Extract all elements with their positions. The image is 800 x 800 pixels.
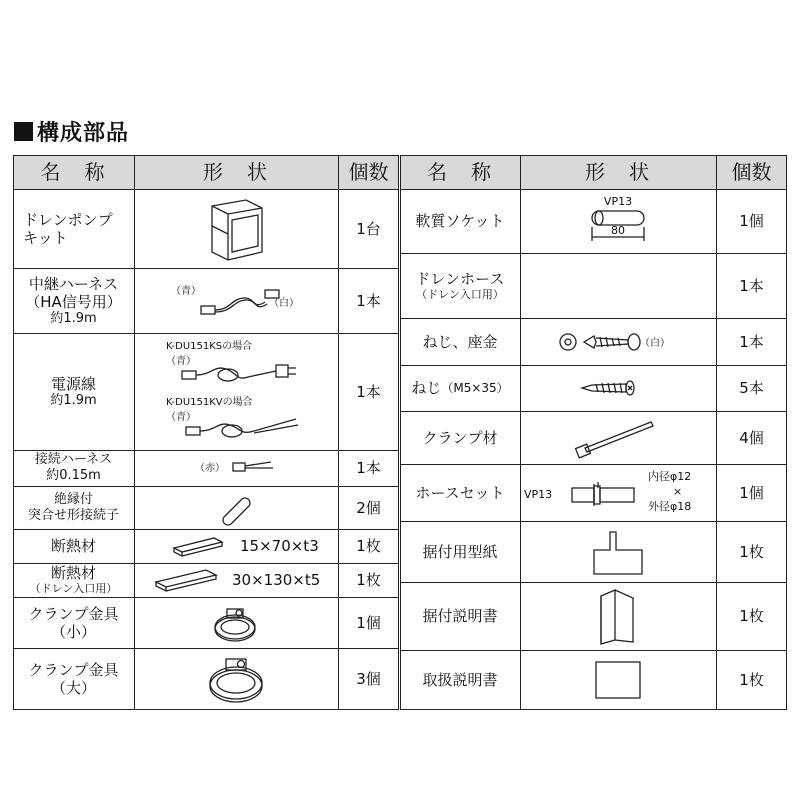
- row-qty: 1枚: [356, 537, 381, 555]
- row-qty: 1本: [356, 459, 381, 477]
- row-qty: 5本: [739, 379, 764, 397]
- row-qty: 1本: [739, 276, 764, 295]
- section-title: [14, 116, 129, 147]
- row-qty: 2個: [356, 498, 381, 517]
- row-name: 据付説明書: [422, 607, 498, 625]
- row-name: 軟質ソケット: [415, 212, 505, 230]
- row-name: ねじ （M5×35）: [411, 379, 509, 397]
- row-qty: 1本: [739, 332, 764, 351]
- install-manual-icon: [520, 582, 716, 650]
- row-name: 絶縁付 突合せ形接続子: [27, 491, 119, 523]
- header-shape: 形 状: [585, 160, 651, 184]
- header-shape: 形 状: [203, 160, 269, 184]
- row-qty: 4個: [739, 428, 764, 447]
- insulation-large-icon: [134, 563, 338, 597]
- user-manual-icon: [520, 650, 716, 710]
- row-qty: 1枚: [739, 607, 764, 625]
- row-qty: 1枚: [739, 542, 764, 561]
- color-label: （白）: [269, 297, 299, 309]
- color-label: （赤）: [195, 463, 225, 474]
- dims-label: 15×70×t3: [240, 537, 319, 555]
- cable-tie-icon: [520, 411, 716, 464]
- butt-connector-icon: [134, 486, 338, 529]
- row-qty: 1本: [356, 291, 381, 310]
- color-label: （白）: [640, 337, 670, 349]
- row-qty: 3個: [356, 670, 381, 688]
- header-qty: 個数: [348, 160, 389, 184]
- title-square-icon: [14, 122, 33, 141]
- row-name: 取扱説明書: [422, 671, 498, 689]
- row-name: クランプ金具 （大）: [28, 661, 119, 697]
- pipe-label: VP13: [603, 195, 633, 208]
- model-label: K-DU151KSの場合: [166, 340, 253, 352]
- inner-diameter-label: 内径φ12: [648, 469, 692, 483]
- length-label: 80: [611, 224, 625, 237]
- row-qty: 1個: [739, 483, 764, 502]
- row-name: 中継ハーネス （HA信号用） 約1.9m: [25, 274, 122, 326]
- screw-washer-icon: [520, 318, 716, 365]
- color-label: （青）: [166, 355, 196, 367]
- header-name: 名 称: [40, 160, 107, 184]
- outer-diameter-label: 外径φ18: [648, 499, 692, 513]
- row-qty: 1台: [356, 219, 381, 238]
- row-qty: 1個: [356, 613, 381, 632]
- template-paper-icon: [520, 521, 716, 582]
- row-name: クランプ金具 （小）: [28, 604, 119, 641]
- parts-table-right: [400, 155, 787, 710]
- drain-hose-icon: [520, 253, 716, 318]
- row-qty: 1本: [356, 382, 381, 401]
- row-name: ドレンポンプ キット: [23, 210, 113, 247]
- parts-table-left: [13, 155, 399, 710]
- row-qty: 1枚: [739, 671, 764, 689]
- relay-harness-icon: [134, 268, 338, 333]
- power-cord-icon: [134, 333, 338, 450]
- pump-box-icon: [134, 189, 338, 268]
- model-label: K-DU151KVの場合: [166, 396, 253, 408]
- row-name: 断熱材 （ドレン入口用）: [29, 564, 118, 596]
- hose-clamp-small-icon: [134, 597, 338, 648]
- row-name: 接続ハーネス 約0.15m: [34, 452, 113, 483]
- row-name: ねじ、座金: [422, 332, 498, 351]
- row-qty: 1枚: [356, 571, 381, 589]
- pipe-label: VP13: [524, 487, 553, 501]
- soft-socket-icon: [520, 189, 716, 253]
- header-name: 名 称: [427, 160, 493, 184]
- row-name: ホースセット: [415, 483, 505, 502]
- row-name: ドレンホース （ドレン入口用）: [415, 269, 505, 301]
- row-name: クランプ材: [422, 428, 498, 447]
- times-label: ×: [673, 484, 683, 498]
- section-title-text: 構成部品: [37, 121, 130, 146]
- connection-harness-icon: [134, 450, 338, 486]
- screw-icon: [520, 365, 716, 411]
- color-label: （青）: [166, 411, 196, 423]
- row-name: 断熱材: [50, 537, 96, 555]
- hose-set-icon: [520, 464, 716, 521]
- header-qty: 個数: [731, 160, 772, 184]
- row-qty: 1個: [739, 212, 764, 230]
- dims-label: 30×130×t5: [232, 571, 321, 589]
- row-name: 据付用型紙: [422, 542, 498, 561]
- color-label: （青）: [171, 285, 201, 297]
- hose-clamp-large-icon: [134, 648, 338, 710]
- row-name: 電源線 約1.9m: [50, 374, 97, 408]
- insulation-small-icon: [134, 529, 338, 563]
